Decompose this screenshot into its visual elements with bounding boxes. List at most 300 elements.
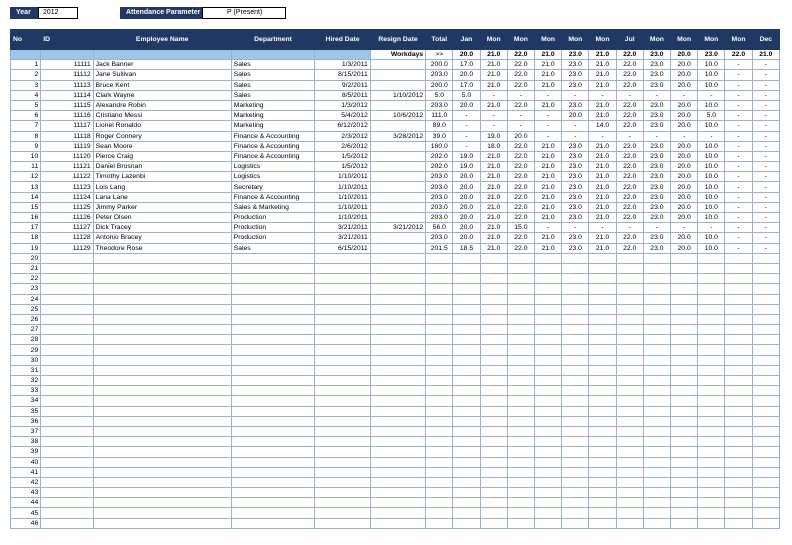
table-row[interactable] <box>11 100 780 110</box>
empty-cell <box>725 386 752 396</box>
attendance-parameter-input[interactable]: P (Present) <box>202 7 286 19</box>
empty-cell <box>562 477 589 487</box>
row-number: 42 <box>11 477 41 487</box>
empty-row[interactable] <box>11 376 780 386</box>
empty-cell <box>643 518 670 528</box>
workdays-value: 20.0 <box>453 50 480 60</box>
empty-cell <box>507 467 534 477</box>
column-header: Employee Name <box>93 30 231 50</box>
row-number: 11 <box>11 162 41 172</box>
empty-cell <box>507 294 534 304</box>
empty-cell <box>370 304 425 314</box>
month-value: 21.0 <box>480 70 507 80</box>
empty-cell <box>589 508 616 518</box>
empty-cell <box>426 426 453 436</box>
empty-cell <box>41 426 93 436</box>
row-number: 23 <box>11 284 41 294</box>
table-row[interactable] <box>11 202 780 212</box>
table-row[interactable] <box>11 121 780 131</box>
empty-cell <box>426 253 453 263</box>
empty-cell <box>507 508 534 518</box>
row-number: 14 <box>11 192 41 202</box>
empty-cell <box>453 274 480 284</box>
empty-cell <box>315 314 370 324</box>
department: Sales & Marketing <box>231 202 315 212</box>
month-value: 20.0 <box>671 192 698 202</box>
hired-date: 1/3/2012 <box>315 100 370 110</box>
department: Logistics <box>231 162 315 172</box>
month-value: - <box>671 223 698 233</box>
empty-cell <box>725 477 752 487</box>
empty-cell <box>370 406 425 416</box>
empty-row[interactable] <box>11 314 780 324</box>
employee-id: 11113 <box>41 80 93 90</box>
hired-date: 8/5/2011 <box>315 90 370 100</box>
month-value: - <box>698 223 725 233</box>
empty-cell <box>671 263 698 273</box>
total-days: 203.0 <box>426 182 453 192</box>
employee-name: Bruce Kent <box>93 80 231 90</box>
month-value: 18.0 <box>480 141 507 151</box>
table-row[interactable] <box>11 70 780 80</box>
empty-cell <box>643 437 670 447</box>
empty-cell <box>315 355 370 365</box>
month-value: - <box>752 162 779 172</box>
month-value: 20.0 <box>453 100 480 110</box>
employee-id: 11115 <box>41 100 93 110</box>
month-value: 21.0 <box>589 233 616 243</box>
empty-cell <box>725 396 752 406</box>
empty-cell <box>480 406 507 416</box>
empty-row[interactable] <box>11 335 780 345</box>
empty-cell <box>643 376 670 386</box>
table-row[interactable] <box>11 182 780 192</box>
empty-cell <box>507 355 534 365</box>
empty-row[interactable] <box>11 263 780 273</box>
month-value: - <box>752 243 779 253</box>
empty-cell <box>725 457 752 467</box>
empty-cell <box>370 365 425 375</box>
empty-cell <box>41 335 93 345</box>
workdays-label: Workdays <box>370 50 425 60</box>
department: Sales <box>231 70 315 80</box>
empty-cell <box>426 365 453 375</box>
empty-cell <box>562 345 589 355</box>
empty-cell <box>453 467 480 477</box>
month-value: 20.0 <box>453 233 480 243</box>
month-value: - <box>725 172 752 182</box>
month-value: 10.0 <box>698 192 725 202</box>
table-row[interactable] <box>11 131 780 141</box>
empty-row[interactable] <box>11 345 780 355</box>
empty-cell <box>453 253 480 263</box>
workdays-value: 21.0 <box>752 50 779 60</box>
month-value: 21.0 <box>589 111 616 121</box>
empty-cell <box>562 457 589 467</box>
month-value: 23.0 <box>562 233 589 243</box>
empty-cell <box>562 426 589 436</box>
month-value: 10.0 <box>698 162 725 172</box>
empty-row[interactable] <box>11 274 780 284</box>
empty-cell <box>616 437 643 447</box>
empty-cell <box>671 426 698 436</box>
empty-row[interactable] <box>11 325 780 335</box>
empty-cell <box>480 376 507 386</box>
empty-cell <box>93 437 231 447</box>
empty-cell <box>698 508 725 518</box>
empty-row[interactable] <box>11 426 780 436</box>
empty-cell <box>671 304 698 314</box>
month-value: 22.0 <box>507 162 534 172</box>
column-header: Mon <box>643 30 670 50</box>
empty-cell <box>315 508 370 518</box>
month-value: 21.0 <box>535 192 562 202</box>
empty-cell <box>426 416 453 426</box>
empty-cell <box>698 294 725 304</box>
employee-id: 11120 <box>41 151 93 161</box>
row-number: 16 <box>11 213 41 223</box>
resign-date <box>370 162 425 172</box>
table-row[interactable] <box>11 111 780 121</box>
month-value: 21.0 <box>535 243 562 253</box>
column-header: Mon <box>535 30 562 50</box>
hired-date: 3/21/2011 <box>315 233 370 243</box>
empty-cell <box>725 355 752 365</box>
table-row[interactable] <box>11 162 780 172</box>
month-value: 22.0 <box>616 100 643 110</box>
empty-cell <box>231 274 315 284</box>
month-value: - <box>725 90 752 100</box>
month-value: 10.0 <box>698 202 725 212</box>
empty-cell <box>752 396 779 406</box>
column-header: Jan <box>453 30 480 50</box>
month-value: 20.0 <box>671 162 698 172</box>
employee-name: Peter Olsen <box>93 213 231 223</box>
resign-date <box>370 70 425 80</box>
month-value: 23.0 <box>562 70 589 80</box>
empty-cell <box>698 488 725 498</box>
month-value: - <box>725 233 752 243</box>
hired-date: 8/15/2011 <box>315 70 370 80</box>
empty-row[interactable] <box>11 437 780 447</box>
empty-cell <box>616 284 643 294</box>
month-value: 23.0 <box>643 151 670 161</box>
row-number: 19 <box>11 243 41 253</box>
month-value: 21.0 <box>535 233 562 243</box>
month-value: 20.0 <box>671 213 698 223</box>
month-value: 21.0 <box>535 202 562 212</box>
resign-date <box>370 151 425 161</box>
empty-row[interactable] <box>11 467 780 477</box>
empty-row[interactable] <box>11 498 780 508</box>
empty-cell <box>589 294 616 304</box>
empty-cell <box>93 355 231 365</box>
empty-cell <box>643 263 670 273</box>
month-value: - <box>589 223 616 233</box>
empty-row[interactable] <box>11 294 780 304</box>
empty-cell <box>426 314 453 324</box>
month-value: 10.0 <box>698 141 725 151</box>
hired-date: 5/4/2012 <box>315 111 370 121</box>
employee-id: 11126 <box>41 213 93 223</box>
month-value: 20.0 <box>671 70 698 80</box>
hired-date: 9/2/2011 <box>315 80 370 90</box>
empty-cell <box>480 426 507 436</box>
empty-cell <box>752 284 779 294</box>
empty-cell <box>41 345 93 355</box>
empty-cell <box>698 498 725 508</box>
empty-cell <box>535 508 562 518</box>
column-header: Jul <box>616 30 643 50</box>
month-value: - <box>589 131 616 141</box>
table-row[interactable] <box>11 151 780 161</box>
row-number: 44 <box>11 498 41 508</box>
empty-cell <box>535 477 562 487</box>
employee-id: 11129 <box>41 243 93 253</box>
empty-cell <box>725 263 752 273</box>
month-value: 23.0 <box>643 182 670 192</box>
empty-cell <box>752 355 779 365</box>
month-value: 5.0 <box>453 90 480 100</box>
empty-row[interactable] <box>11 457 780 467</box>
month-value: - <box>453 121 480 131</box>
empty-cell <box>562 437 589 447</box>
empty-row[interactable] <box>11 284 780 294</box>
empty-cell <box>589 488 616 498</box>
row-number: 38 <box>11 437 41 447</box>
empty-row[interactable] <box>11 365 780 375</box>
empty-cell <box>453 457 480 467</box>
month-value: - <box>725 223 752 233</box>
month-value: 21.0 <box>589 202 616 212</box>
department: Production <box>231 223 315 233</box>
empty-cell <box>535 284 562 294</box>
month-value: - <box>507 121 534 131</box>
empty-cell <box>480 396 507 406</box>
hired-date: 2/3/2012 <box>315 131 370 141</box>
empty-cell <box>426 274 453 284</box>
empty-cell <box>589 437 616 447</box>
empty-cell <box>752 376 779 386</box>
empty-cell <box>370 314 425 324</box>
table-row[interactable] <box>11 213 780 223</box>
empty-cell <box>507 376 534 386</box>
table-row[interactable] <box>11 233 780 243</box>
empty-cell <box>535 447 562 457</box>
month-value: - <box>616 223 643 233</box>
empty-cell <box>370 518 425 528</box>
empty-cell <box>426 325 453 335</box>
workdays-value: 23.0 <box>562 50 589 60</box>
empty-cell <box>671 335 698 345</box>
empty-cell <box>453 396 480 406</box>
empty-row[interactable] <box>11 488 780 498</box>
row-number: 21 <box>11 263 41 273</box>
total-days: 200.0 <box>426 60 453 70</box>
empty-cell <box>480 508 507 518</box>
empty-cell <box>315 335 370 345</box>
table-row[interactable] <box>11 223 780 233</box>
empty-cell <box>589 274 616 284</box>
empty-cell <box>231 396 315 406</box>
month-value: 21.0 <box>480 100 507 110</box>
empty-cell <box>616 304 643 314</box>
month-value: - <box>752 192 779 202</box>
empty-row[interactable] <box>11 518 780 528</box>
empty-cell <box>616 263 643 273</box>
empty-cell <box>370 386 425 396</box>
resign-date <box>370 213 425 223</box>
table-row[interactable] <box>11 141 780 151</box>
month-value: 22.0 <box>507 243 534 253</box>
table-row[interactable] <box>11 60 780 70</box>
empty-cell <box>370 477 425 487</box>
table-row[interactable] <box>11 192 780 202</box>
month-value: 22.0 <box>507 213 534 223</box>
employee-name: Jimmy Parker <box>93 202 231 212</box>
empty-cell <box>616 365 643 375</box>
employee-name: Theodore Rose <box>93 243 231 253</box>
table-row[interactable] <box>11 80 780 90</box>
table-row[interactable] <box>11 243 780 253</box>
empty-cell <box>535 274 562 284</box>
empty-row[interactable] <box>11 355 780 365</box>
row-number: 26 <box>11 314 41 324</box>
empty-cell <box>507 314 534 324</box>
empty-cell <box>315 426 370 436</box>
empty-row[interactable] <box>11 447 780 457</box>
month-value: 21.0 <box>589 60 616 70</box>
empty-row[interactable] <box>11 477 780 487</box>
month-value: 21.0 <box>480 162 507 172</box>
empty-row[interactable] <box>11 416 780 426</box>
resign-date <box>370 233 425 243</box>
month-value: - <box>752 80 779 90</box>
month-value: 21.0 <box>535 141 562 151</box>
month-value: - <box>752 151 779 161</box>
empty-row[interactable] <box>11 304 780 314</box>
month-value: 23.0 <box>643 70 670 80</box>
empty-cell <box>507 416 534 426</box>
column-header: Total <box>426 30 453 50</box>
empty-cell <box>507 263 534 273</box>
empty-cell <box>535 325 562 335</box>
empty-cell <box>643 345 670 355</box>
empty-cell <box>93 386 231 396</box>
row-number: 28 <box>11 335 41 345</box>
month-value: - <box>725 202 752 212</box>
month-value: 21.0 <box>480 202 507 212</box>
empty-cell <box>535 416 562 426</box>
empty-cell <box>426 396 453 406</box>
empty-cell <box>725 406 752 416</box>
empty-cell <box>698 467 725 477</box>
row-number: 4 <box>11 90 41 100</box>
month-value: 23.0 <box>562 100 589 110</box>
month-value: - <box>725 141 752 151</box>
workdays-filler-cell <box>11 50 41 60</box>
month-value: 21.0 <box>535 60 562 70</box>
empty-cell <box>370 376 425 386</box>
empty-cell <box>725 253 752 263</box>
empty-cell <box>643 477 670 487</box>
month-value: - <box>616 131 643 141</box>
empty-row[interactable] <box>11 253 780 263</box>
hired-date: 3/21/2011 <box>315 223 370 233</box>
employee-id: 11121 <box>41 162 93 172</box>
empty-cell <box>41 376 93 386</box>
empty-cell <box>616 457 643 467</box>
row-number: 30 <box>11 355 41 365</box>
empty-cell <box>589 376 616 386</box>
empty-cell <box>370 396 425 406</box>
department: Marketing <box>231 111 315 121</box>
month-value: 20.0 <box>453 223 480 233</box>
empty-cell <box>643 498 670 508</box>
row-number: 31 <box>11 365 41 375</box>
empty-row[interactable] <box>11 508 780 518</box>
month-value: 20.0 <box>671 80 698 90</box>
empty-cell <box>752 488 779 498</box>
empty-row[interactable] <box>11 396 780 406</box>
workdays-row <box>11 50 780 60</box>
empty-cell <box>535 498 562 508</box>
empty-cell <box>231 335 315 345</box>
month-value: - <box>752 172 779 182</box>
month-value: 22.0 <box>507 233 534 243</box>
column-header: Mon <box>725 30 752 50</box>
row-number: 22 <box>11 274 41 284</box>
empty-cell <box>507 386 534 396</box>
empty-cell <box>426 386 453 396</box>
empty-cell <box>426 477 453 487</box>
empty-cell <box>671 488 698 498</box>
month-value: 22.0 <box>616 151 643 161</box>
empty-cell <box>671 386 698 396</box>
total-days: 5.0 <box>426 90 453 100</box>
table-row[interactable] <box>11 172 780 182</box>
empty-row[interactable] <box>11 406 780 416</box>
empty-cell <box>562 406 589 416</box>
table-row[interactable] <box>11 90 780 100</box>
employee-id: 11125 <box>41 202 93 212</box>
empty-cell <box>643 253 670 263</box>
empty-cell <box>562 498 589 508</box>
month-value: 15.0 <box>507 223 534 233</box>
month-value: 23.0 <box>562 182 589 192</box>
month-value: 22.0 <box>507 80 534 90</box>
month-value: - <box>725 243 752 253</box>
empty-cell <box>643 365 670 375</box>
total-days: 180.0 <box>426 141 453 151</box>
month-value: 20.0 <box>453 70 480 80</box>
empty-cell <box>698 416 725 426</box>
employee-name: Lois Lang <box>93 182 231 192</box>
empty-cell <box>426 447 453 457</box>
month-value: 22.0 <box>616 162 643 172</box>
year-input[interactable]: 2012 <box>38 7 78 19</box>
month-value: - <box>752 90 779 100</box>
empty-cell <box>41 355 93 365</box>
resign-date: 3/28/2012 <box>370 131 425 141</box>
empty-row[interactable] <box>11 386 780 396</box>
empty-cell <box>480 294 507 304</box>
resign-date <box>370 141 425 151</box>
employee-id: 11111 <box>41 60 93 70</box>
column-header: Resign Date <box>370 30 425 50</box>
department: Finance & Accounting <box>231 192 315 202</box>
empty-cell <box>370 467 425 477</box>
